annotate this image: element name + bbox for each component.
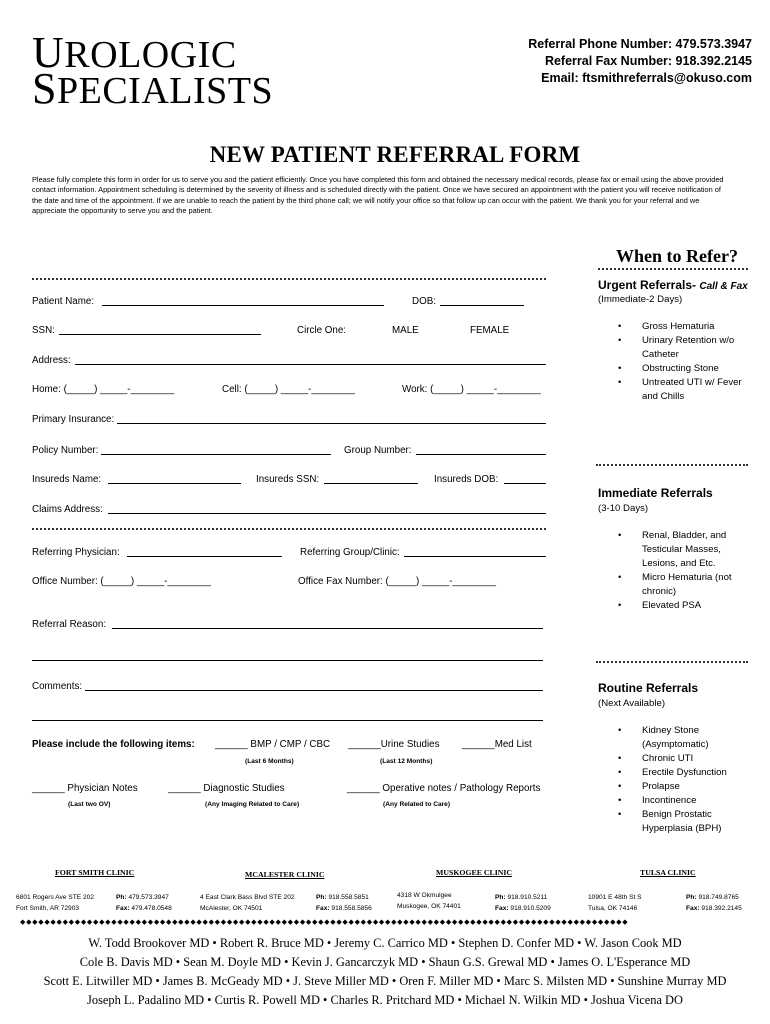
- routine-criteria-list: [618, 724, 746, 836]
- list-item: • Untreated UTI w/ Fever and Chills: [618, 376, 758, 404]
- work-phone-field[interactable]: Work: (_____) _____-________: [402, 384, 541, 395]
- include-items-label: Please include the following items:: [32, 739, 195, 750]
- physicians-line-1: W. Todd Brookover MD • Robert R. Bruce MD • Jeremy C. Carrico MD • Stephen D. Confer MD • W. Jason Cook MD: [88, 936, 682, 950]
- clinic-name-tulsa: TULSA CLINIC: [640, 868, 696, 877]
- bmp-checkbox[interactable]: ______ BMP / CMP / CBC: [215, 739, 331, 750]
- circle-one-label: Circle One:: [297, 325, 346, 336]
- comments-field-line-2[interactable]: [32, 720, 543, 721]
- ssn-label: SSN:: [32, 325, 55, 336]
- physicians-line-2: Cole B. Davis MD • Sean M. Doyle MD • Kevin J. Gancarczyk MD • Shaun G.S. Grewal MD • James O. L'Esperance MD: [79, 955, 691, 969]
- divider: [32, 278, 546, 280]
- clinic-name-fort-smith: FORT SMITH CLINIC: [55, 868, 135, 877]
- list-item: • Erectile Dysfunction: [618, 766, 746, 780]
- physicians-line-4: Joseph L. Padalino MD • Curtis R. Powell MD • Charles R. Pritchard MD • Michael N. Wilkin MD • Joshua Vicena DO: [87, 993, 683, 1007]
- address-field[interactable]: [75, 364, 546, 365]
- divider: [598, 268, 748, 270]
- office-fax-field[interactable]: Office Fax Number: (_____) _____-________: [298, 576, 497, 587]
- clinic-name-mcalester: MCALESTER CLINIC: [245, 870, 325, 879]
- logo: [32, 28, 274, 113]
- contact-info: [528, 36, 752, 87]
- referring-group-label: Referring Group/Clinic:: [300, 547, 400, 558]
- diagnostic-studies-note: (Any Imaging Related to Care): [205, 801, 300, 808]
- office-number-field[interactable]: Office Number: (_____) _____-________: [32, 576, 212, 587]
- operative-notes-checkbox[interactable]: ______ Operative notes / Pathology Reports: [347, 783, 541, 794]
- physician-notes-note: (Last two OV): [68, 801, 111, 808]
- female-option[interactable]: FEMALE: [470, 325, 510, 336]
- comments-field[interactable]: [85, 690, 543, 691]
- form-title: NEW PATIENT REFERRAL FORM: [209, 142, 581, 167]
- logo-line-2: PECIALISTS: [56, 70, 274, 112]
- primary-insurance-label: Primary Insurance:: [32, 414, 115, 425]
- routine-timeframe: (Next Available): [598, 698, 666, 709]
- male-option[interactable]: MALE: [392, 325, 419, 336]
- comments-label: Comments:: [32, 681, 83, 692]
- urgent-timeframe: (Immediate-2 Days): [598, 294, 683, 305]
- urgent-note: Call & Fax: [699, 281, 748, 292]
- clinic-address-tulsa: 10901 E 48th St S Tulsa, OK 74146: [588, 894, 642, 912]
- referring-group-field[interactable]: [404, 556, 546, 557]
- operative-notes-note: (Any Related to Care): [383, 801, 451, 808]
- urgent-criteria-list: [618, 320, 758, 404]
- list-item: • Incontinence: [618, 794, 746, 808]
- medlist-checkbox[interactable]: ______Med List: [462, 739, 532, 750]
- clinic-contact-muskogee: Ph: 918.910.5211 Fax: 918.910.5209: [495, 894, 551, 912]
- divider: [32, 528, 546, 530]
- urine-checkbox[interactable]: ______Urine Studies: [348, 739, 440, 750]
- physician-notes-checkbox[interactable]: ______ Physician Notes: [32, 783, 138, 794]
- divider: [596, 661, 748, 663]
- clinic-contact-mcalester: Ph: 918.558.5851 Fax: 918.558.5856: [316, 894, 372, 912]
- group-number-label: Group Number:: [344, 445, 412, 456]
- referral-phone: Referral Phone Number: 479.573.3947: [528, 37, 752, 51]
- referral-reason-label: Referral Reason:: [32, 619, 107, 630]
- list-item: • Elevated PSA: [618, 599, 740, 613]
- clinic-address-muskogee: 4318 W Okmulgee Muskogee, OK 74401: [397, 892, 461, 910]
- immediate-criteria-list: [618, 529, 740, 613]
- list-item: • Benign Prostatic Hyperplasia (BPH): [618, 808, 746, 836]
- dob-label: DOB:: [412, 296, 436, 307]
- address-label: Address:: [32, 355, 71, 366]
- clinic-contact-tulsa: Ph: 918.749.8765 Fax: 918.392.2145: [686, 894, 742, 912]
- list-item: • Renal, Bladder, and Testicular Masses, Lesions, and Etc.: [618, 529, 740, 571]
- clinic-address-fort-smith: 6801 Rogers Ave STE 202 Fort Smith, AR 72903: [16, 894, 94, 912]
- dob-field[interactable]: [440, 305, 524, 306]
- referral-reason-field[interactable]: [112, 628, 543, 629]
- list-item: • Urinary Retention w/o Catheter: [618, 334, 758, 362]
- logo-line-1: ROLOGIC: [64, 34, 237, 76]
- insureds-ssn-label: Insureds SSN:: [256, 474, 320, 485]
- insureds-name-label: Insureds Name:: [32, 474, 102, 485]
- home-phone-field[interactable]: Home: (_____) _____-________: [32, 384, 175, 395]
- policy-number-label: Policy Number:: [32, 445, 99, 456]
- logo-cap-u: U: [32, 28, 65, 77]
- claims-address-label: Claims Address:: [32, 504, 103, 515]
- list-item: • Micro Hematuria (not chronic): [618, 571, 740, 599]
- clinic-contact-fort-smith: Ph: 479.573.3947 Fax: 479.478.0548: [116, 894, 172, 912]
- clinic-name-muskogee: MUSKOGEE CLINIC: [436, 868, 513, 877]
- list-item: • Prolapse: [618, 780, 746, 794]
- physicians-line-3: Scott E. Litwiller MD • James B. McGeady MD • J. Steve Miller MD • Oren F. Miller MD • Marc S. Milsten MD • Sunshine Murray MD: [43, 974, 727, 988]
- insureds-dob-label: Insureds DOB:: [434, 474, 499, 485]
- list-item: • Gross Hematuria: [618, 320, 758, 334]
- clinic-address-mcalester: 4 East Clark Bass Blvd STE 202 McAlester, OK 74501: [200, 894, 295, 912]
- cell-phone-field[interactable]: Cell: (_____) _____-________: [222, 384, 355, 395]
- diamond-divider: ◆◆◆◆◆◆◆◆◆◆◆◆◆◆◆◆◆◆◆◆◆◆◆◆◆◆◆◆◆◆◆◆◆◆◆◆◆◆◆◆◆◆◆◆◆◆◆◆◆◆◆◆◆◆◆◆◆◆◆◆◆◆◆◆◆◆◆◆◆◆◆◆◆◆◆◆◆◆◆◆◆◆◆◆◆◆◆◆◆◆◆◆◆◆◆◆◆◆◆◆: [20, 919, 629, 926]
- policy-number-field[interactable]: [101, 454, 331, 455]
- referral-email[interactable]: Email: ftsmithreferrals@okuso.com: [541, 71, 752, 85]
- group-number-field[interactable]: [416, 454, 546, 455]
- logo-cap-s: S: [32, 64, 57, 113]
- immediate-referrals-heading: Immediate Referrals: [598, 486, 713, 500]
- patient-name-label: Patient Name:: [32, 296, 95, 307]
- urine-note: (Last 12 Months): [380, 758, 433, 765]
- insureds-name-field[interactable]: [108, 483, 241, 484]
- routine-referrals-heading: Routine Referrals: [598, 681, 699, 695]
- referring-physician-label: Referring Physician:: [32, 547, 120, 558]
- divider: [596, 464, 748, 466]
- insureds-ssn-field[interactable]: [324, 483, 418, 484]
- when-to-refer-heading: When to Refer?: [616, 246, 738, 266]
- intro-paragraph: Please fully complete this form in order for us to serve you and the patient efficiently. Once you have completed this form and obtained the necessary medical records, please fax or email using the above provided contact information. Appointment scheduling is determined by the severity of illness and is scheduled directly with the patient. Once we have secured an appointment with the patient you will receive notification of the date and time of the appointment. If we are unable to reach the patient by the third phone call; we will notify your office so that follow up can occur with the patient. We thank you for your referral and we appreciate the opportunity to serve you and the patient.: [32, 175, 724, 216]
- referring-physician-field[interactable]: [127, 556, 282, 557]
- insureds-dob-field[interactable]: [504, 483, 546, 484]
- primary-insurance-field[interactable]: [117, 423, 546, 424]
- list-item: • Kidney Stone (Asymptomatic): [618, 724, 746, 752]
- diagnostic-studies-checkbox[interactable]: ______ Diagnostic Studies: [168, 783, 285, 794]
- immediate-timeframe: (3-10 Days): [598, 503, 649, 514]
- patient-name-field[interactable]: [102, 305, 384, 306]
- urgent-referrals-heading: Urgent Referrals- Call & Fax: [598, 278, 748, 292]
- referral-reason-field-line-2[interactable]: [32, 660, 543, 661]
- referral-fax: Referral Fax Number: 918.392.2145: [544, 54, 752, 68]
- list-item: • Chronic UTI: [618, 752, 746, 766]
- claims-address-field[interactable]: [108, 513, 546, 514]
- list-item: • Obstructing Stone: [618, 362, 758, 376]
- bmp-note: (Last 6 Months): [245, 758, 294, 765]
- ssn-field[interactable]: [59, 334, 261, 335]
